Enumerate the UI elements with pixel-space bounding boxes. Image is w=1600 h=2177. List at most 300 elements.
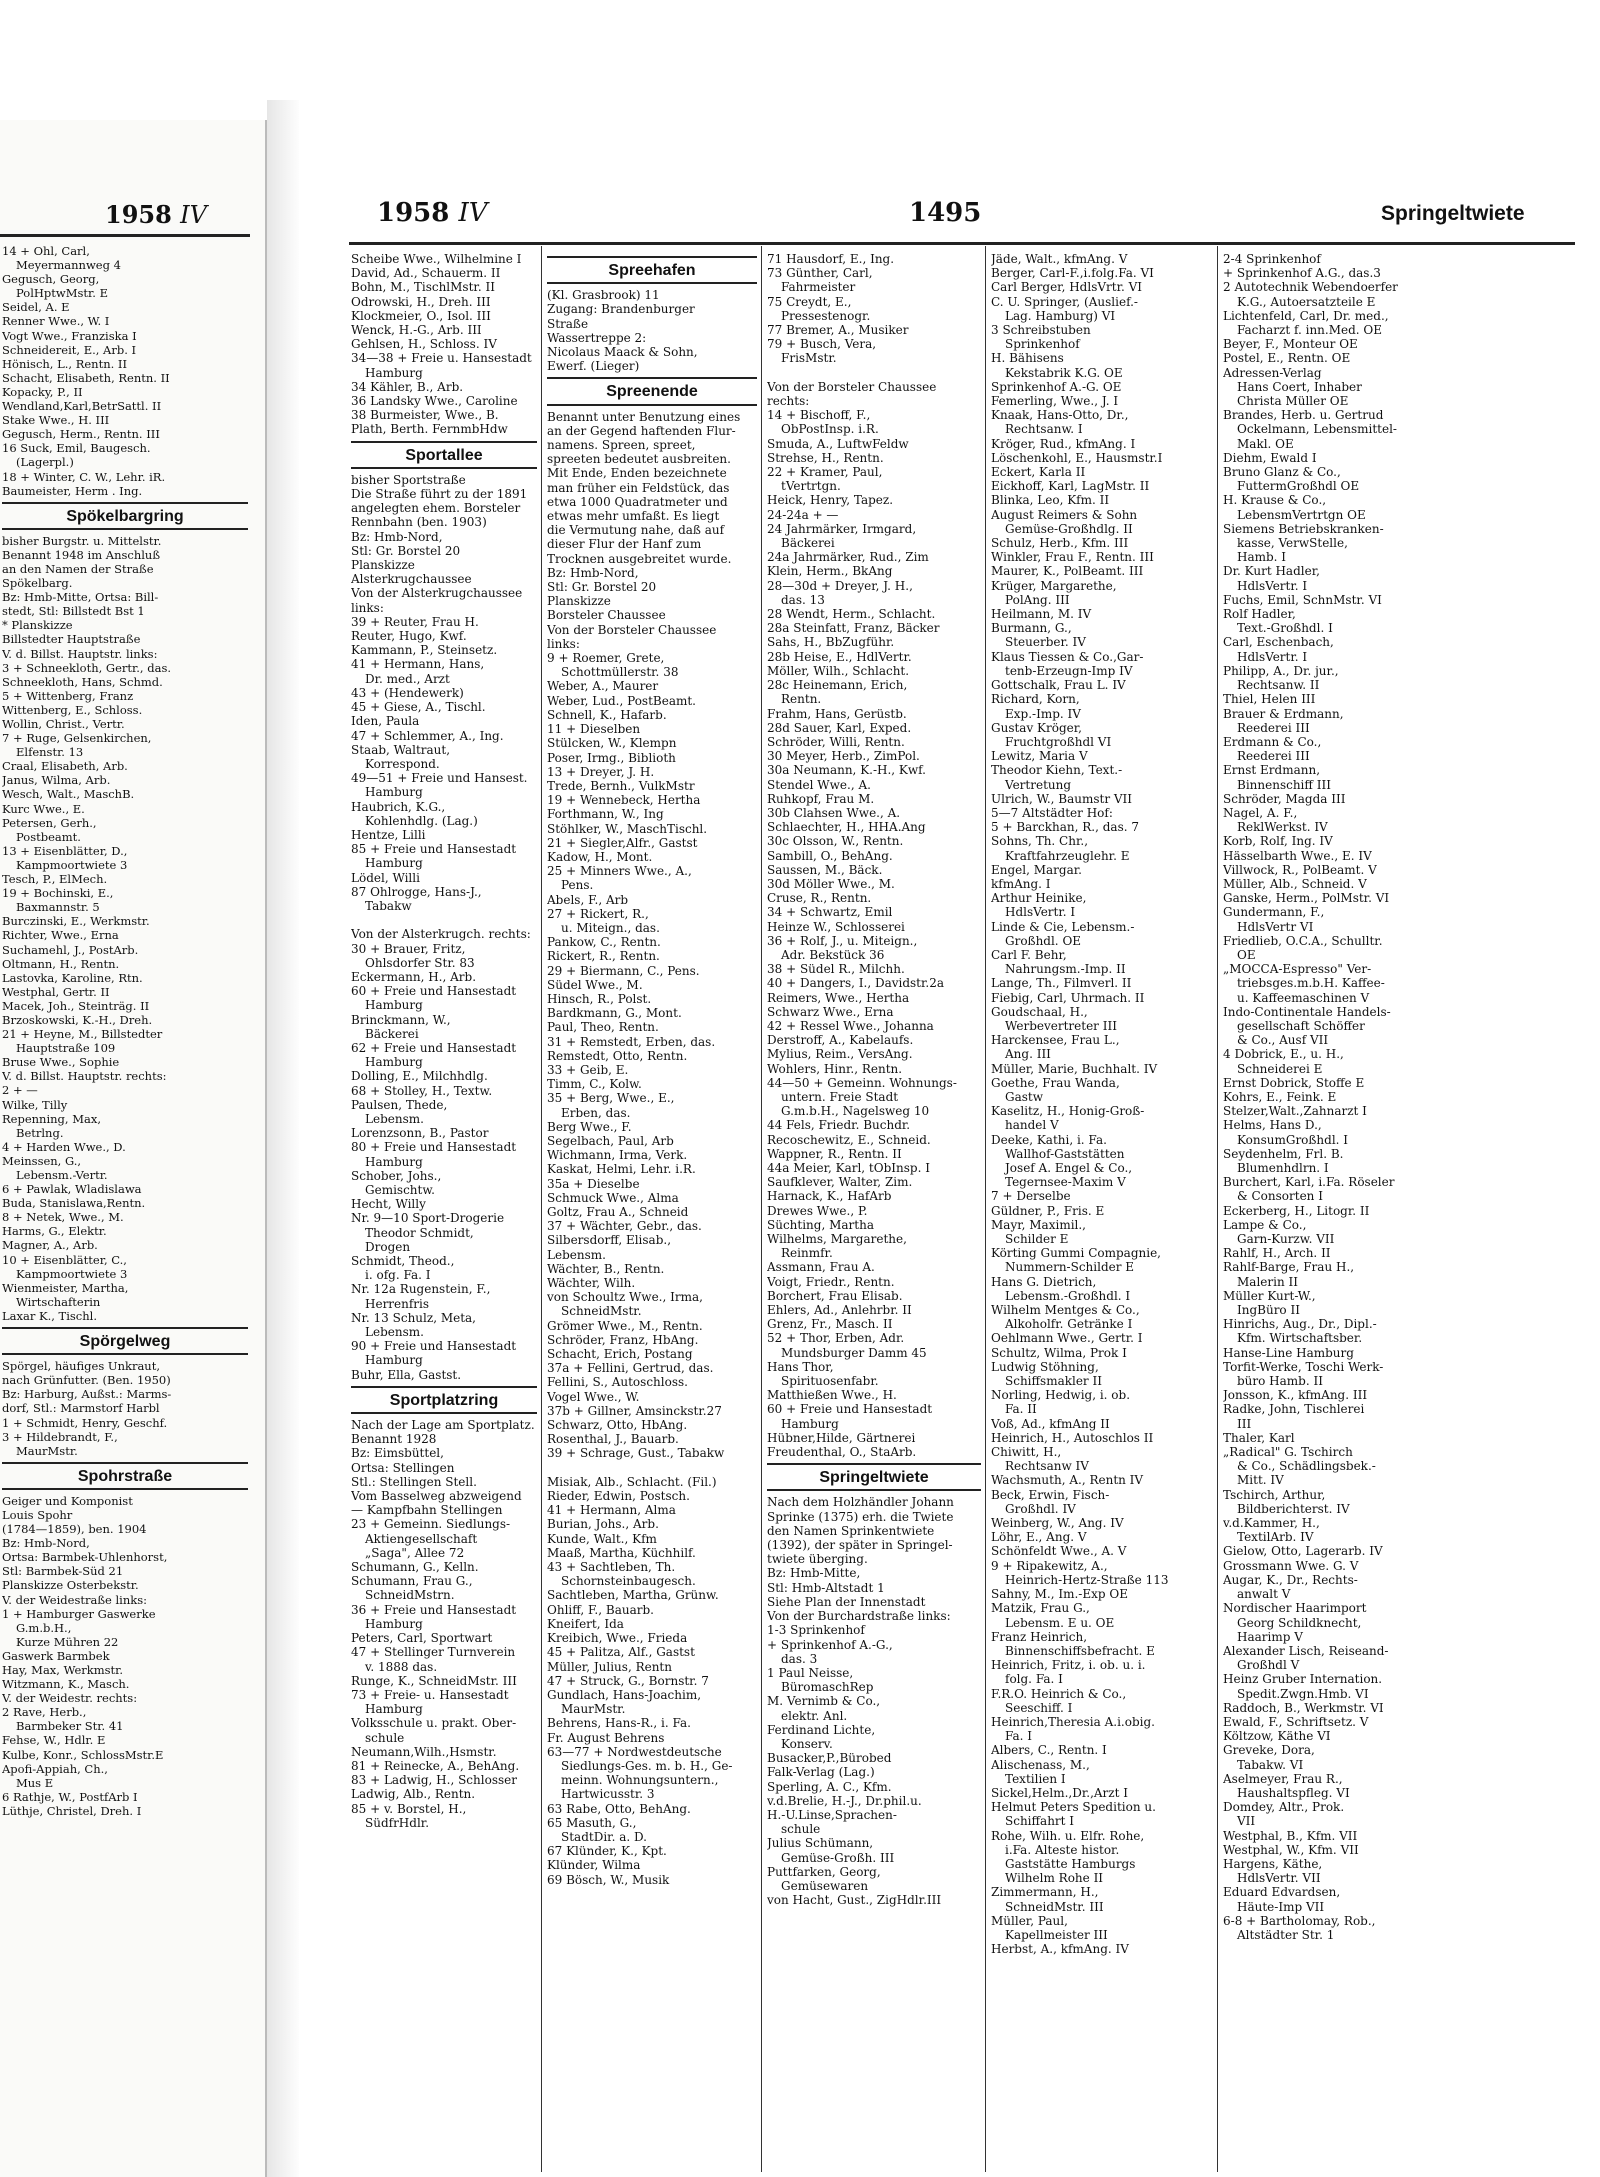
directory-entry: 19 + Wennebeck, Hertha	[547, 793, 701, 808]
directory-entry: 18 + Winter, C. W., Lehr. iR.	[2, 469, 166, 484]
street-heading: Spökelbargring	[66, 507, 184, 525]
directory-entry: Trocknen ausgebreitet wurde.	[547, 551, 732, 566]
directory-entry: Schottmüllerstr. 38	[561, 665, 679, 680]
directory-entry: Brandes, Herb. u. Gertrud	[1223, 408, 1384, 423]
directory-entry: Nicolaus Maack & Sohn,	[547, 345, 698, 360]
directory-entry: Fehse, W., Hdlr. E	[2, 1733, 106, 1748]
directory-entry: Herbst, A., kfmAng. IV	[991, 1942, 1129, 1957]
left-header-roman: IV	[180, 201, 207, 229]
directory-entry: 30c Olsson, W., Rentn.	[767, 834, 904, 849]
directory-entry: Dr. med., Arzt	[365, 671, 450, 686]
directory-entry: Thiel, Helen III	[1223, 692, 1316, 707]
directory-entry: Rechtsanw IV	[1005, 1459, 1089, 1474]
directory-entry: 6-8 + Bartholomay, Rob.,	[1223, 1913, 1376, 1928]
directory-entry: 35 + Berg, Wwe., E.,	[547, 1091, 675, 1106]
directory-entry: dieser Flur der Hanf zum	[547, 537, 702, 552]
directory-entry: Lebensm. E u. OE	[1005, 1615, 1115, 1630]
directory-entry: Craal, Elisabeth, Arb.	[2, 759, 128, 774]
directory-entry: Friedlieb, O.C.A., Schulltr.	[1223, 933, 1383, 948]
directory-entry: Grossmann Wwe. G. V	[1223, 1558, 1359, 1573]
directory-entry: Vertretung	[1005, 777, 1072, 792]
directory-entry: Schober, Johs.,	[351, 1168, 442, 1183]
directory-entry: Gustav Kröger,	[991, 720, 1082, 735]
directory-entry: Forthmann, W., Ing	[547, 807, 664, 822]
directory-entry: dorf, Stl.: Marmstorf Harbl	[2, 1401, 160, 1416]
directory-entry: 2 + —	[2, 1083, 38, 1098]
directory-entry: Burchert, Karl, i.Fa. Röseler	[1223, 1175, 1395, 1190]
directory-entry: Gaswerk Barmbek	[2, 1648, 110, 1663]
directory-entry: Kekstabrik K.G. OE	[1005, 365, 1123, 380]
directory-entry: Grömer Wwe., M., Rentn.	[547, 1318, 703, 1333]
directory-entry: HdlsVertr. I	[1005, 905, 1076, 920]
directory-entry: Planskizze	[351, 558, 415, 573]
directory-entry: FrisMstr.	[781, 351, 837, 366]
directory-entry: Klünder, Wilma	[547, 1858, 641, 1873]
directory-entry: an den Namen der Straße	[2, 561, 154, 576]
directory-entry: Albers, C., Rentn. I	[991, 1743, 1107, 1758]
street-heading: Sportplatzring	[389, 1391, 499, 1409]
directory-entry: Benannt unter Benutzung eines	[547, 409, 741, 424]
directory-entry: Hamb. I	[1237, 550, 1287, 565]
directory-entry: Tschirch, Arthur,	[1223, 1487, 1326, 1502]
directory-entry: Nr. 12a Rugenstein, F.,	[351, 1282, 491, 1297]
directory-entry: Reinmfr.	[781, 1246, 833, 1261]
directory-entry: tVertrtgn.	[781, 479, 841, 494]
directory-entry: Harms, G., Elektr.	[2, 1224, 107, 1239]
directory-entry: Kopacky, P., II	[2, 384, 83, 399]
directory-entry: Chiwitt, H.,	[991, 1445, 1062, 1460]
directory-entry: 34 Kähler, B., Arb.	[351, 379, 464, 394]
directory-entry: Bz: Hmb-Nord,	[351, 529, 443, 544]
directory-entry: 33 + Geib, E.	[547, 1062, 629, 1077]
directory-entry: Wichmann, Irma, Verk.	[547, 1148, 688, 1163]
directory-entry: Lange, Th., Filmverl. II	[991, 976, 1132, 991]
directory-entry: 69 Bösch, W., Musik	[547, 1872, 670, 1887]
directory-entry: Schneiderei E	[1237, 1061, 1323, 1076]
directory-entry: Bardkmann, G., Mont.	[547, 1006, 682, 1021]
street-heading: Spreenende	[606, 383, 698, 401]
directory-entry: Heinz Gruber Internation.	[1223, 1672, 1383, 1687]
directory-entry: Thaler, Karl	[1223, 1430, 1295, 1445]
directory-entry: Beyer, F., Monteur OE	[1223, 337, 1358, 352]
left-header-rule	[0, 234, 250, 237]
directory-entry: 38 Burmeister, Wwe., B.	[351, 408, 499, 423]
directory-entry: Kraftfahrzeuglehr. E	[1005, 848, 1130, 863]
section-rule	[2, 502, 248, 504]
directory-entry: Westphal, W., Kfm. VII	[1223, 1842, 1359, 1857]
directory-entry: von Schoultz Wwe., Irma,	[547, 1290, 703, 1305]
directory-entry: Binnenschiff III	[1237, 777, 1331, 792]
directory-entry: MaurMstr.	[16, 1443, 78, 1458]
directory-entry: Hauptstraße 109	[16, 1041, 116, 1056]
directory-entry: 90 + Freie und Hansestadt	[351, 1339, 517, 1354]
directory-entry: Wachsmuth, A., Rentn IV	[991, 1473, 1144, 1488]
directory-entry: Schnell, K., Hafarb.	[547, 707, 667, 722]
directory-entry: Wienmeister, Martha,	[2, 1280, 129, 1295]
directory-entry: F.R.O. Heinrich & Co.,	[991, 1686, 1127, 1701]
directory-entry: Buda, Stanislawa,Rentn.	[2, 1196, 146, 1211]
directory-entry: Ulrich, W., Baumstr VII	[991, 791, 1133, 806]
directory-entry: Oehlmann Wwe., Gertr. I	[991, 1331, 1143, 1346]
directory-entry: Kreibich, Wwe., Frieda	[547, 1631, 688, 1646]
directory-entry: G.m.b.H., Nagelsweg 10	[781, 1104, 930, 1119]
directory-entry: Kurc Wwe., E.	[2, 801, 85, 816]
directory-entry: SchneidMstr.	[561, 1304, 642, 1319]
directory-entry: Raddoch, B., Werkmstr. VI	[1223, 1700, 1384, 1715]
directory-entry: Zugang: Brandenburger	[547, 302, 695, 317]
directory-entry: 45 + Palitza, Alf., Gastst	[547, 1645, 695, 1660]
directory-entry: Domdey, Altr., Prok.	[1223, 1800, 1345, 1815]
directory-entry: Spirituosenfabr.	[781, 1374, 879, 1389]
directory-entry: i.Fa. Alteste histor.	[1005, 1842, 1120, 1857]
directory-entry: Ernst Dobrick, Stoffe E	[1223, 1075, 1365, 1090]
directory-entry: 40 + Dangers, I., Davidstr.2a	[767, 976, 945, 991]
directory-entry: Bz: Hmb-Nord,	[2, 1536, 90, 1551]
directory-entry: Goltz, Frau A., Schneid	[547, 1205, 689, 1219]
directory-entry: Wappner, R., Rentn. II	[767, 1146, 902, 1161]
directory-entry: nach Grünfutter. (Ben. 1950)	[2, 1373, 171, 1388]
directory-entry: anwalt V	[1237, 1587, 1291, 1602]
street-heading: Spörgelweg	[79, 1333, 171, 1351]
directory-entry: Magner, A., Arb.	[2, 1238, 98, 1253]
directory-entry: Kurze Mühren 22	[16, 1634, 119, 1649]
directory-entry: Lastovka, Karoline, Rtn.	[2, 970, 143, 985]
directory-entry: Staab, Waltraut,	[351, 742, 451, 757]
directory-entry: Mit Ende, Enden bezeichnete	[547, 466, 727, 481]
section-rule	[351, 1386, 537, 1388]
directory-entry: Bildberichterst. IV	[1237, 1501, 1350, 1516]
directory-entry: Ockelmann, Lebensmittel-	[1237, 422, 1397, 437]
directory-entry: Wassertreppe 2:	[547, 330, 647, 345]
directory-entry: Lebensm.	[365, 1325, 424, 1340]
directory-entry: Scheibe Wwe., Wilhelmine I	[351, 252, 522, 266]
directory-entry: den Namen Sprinkentwiete	[767, 1523, 935, 1538]
directory-entry: Blumenhdlrn. I	[1237, 1161, 1329, 1175]
column-divider-3	[985, 246, 986, 2172]
directory-entry: Matzik, Frau G.,	[991, 1601, 1090, 1616]
directory-entry: Hecht, Willy	[351, 1197, 426, 1212]
directory-entry: Klein, Herm., BkAng	[767, 564, 893, 579]
directory-entry: 5 + Barckhan, R., das. 7	[991, 820, 1139, 835]
directory-entry: Eickhoff, Karl, LagMstr. II	[991, 479, 1150, 494]
directory-entry: Puttfarken, Georg,	[767, 1864, 881, 1879]
directory-entry: 45 + Giese, A., Tischl.	[351, 700, 486, 715]
directory-entry: Adressen-Verlag	[1223, 365, 1322, 380]
directory-entry: etwa 1000 Quadratmeter und	[547, 494, 728, 509]
directory-entry: Voigt, Friedr., Rentn.	[767, 1274, 895, 1289]
directory-entry: „Radical" G. Tschirch	[1223, 1445, 1353, 1460]
directory-entry: gesellschaft Schöffer	[1237, 1018, 1365, 1033]
directory-entry: Sickel,Helm.,Dr.,Arzt I	[991, 1785, 1128, 1800]
directory-entry: Weinberg, W., Ang. IV	[991, 1516, 1124, 1531]
directory-entry: Költzow, Käthe VI	[1223, 1729, 1331, 1744]
directory-entry: Hönisch, L., Rentn. II	[2, 356, 127, 371]
directory-entry: Schulz, Herb., Kfm. III	[991, 536, 1129, 551]
directory-entry: 24 Jahrmärker, Irmgard,	[767, 521, 917, 536]
directory-entry: Meinssen, G.,	[2, 1153, 82, 1168]
directory-entry: Nordischer Haarimport	[1223, 1601, 1367, 1616]
directory-entry: Textilien I	[1005, 1771, 1066, 1786]
directory-entry: Sohns, Th. Chr.,	[991, 834, 1089, 849]
directory-entry: Hamburg	[365, 785, 423, 800]
directory-entry: Stl: Gr. Borstel 20	[351, 543, 461, 558]
directory-entry: Güldner, P., Fris. E	[991, 1203, 1105, 1218]
directory-entry: Harckensee, Frau L.,	[991, 1033, 1120, 1048]
directory-entry: K.G., Autoersatzteile E	[1237, 294, 1376, 309]
directory-entry: Wallhof-Gaststätten	[1005, 1146, 1125, 1161]
directory-entry: v.d.Brelie, H.-J., Dr.phil.u.	[767, 1793, 922, 1808]
directory-entry: Ohliff, F., Bauarb.	[547, 1602, 654, 1617]
directory-entry: 1-3 Sprinkenhof	[767, 1623, 865, 1638]
directory-entry: Rosenthal, J., Bauarb.	[547, 1432, 679, 1447]
directory-entry: V. der Weidestr. rechts:	[2, 1691, 138, 1706]
directory-entry: Gemischtw.	[365, 1183, 435, 1197]
directory-entry: Laxar K., Tischl.	[2, 1308, 97, 1323]
directory-entry: 3 Schreibstuben	[991, 323, 1091, 338]
directory-entry: Kohrs, E., Feink. E	[1223, 1089, 1337, 1104]
directory-entry: Hübner,Hilde, Gärtnerei	[767, 1430, 916, 1445]
directory-entry: Odrowski, H., Dreh. III	[351, 294, 491, 309]
directory-entry: Grenz, Fr., Masch. II	[767, 1317, 893, 1332]
directory-entry: 30 + Brauer, Fritz,	[351, 941, 466, 956]
directory-entry: Heinrich, H., Autoschlos II	[991, 1430, 1154, 1445]
directory-entry: 25 + Minners Wwe., A.,	[547, 864, 692, 879]
directory-entry: V. d. Billst. Hauptstr. rechts:	[2, 1069, 167, 1084]
directory-entry: Gegusch, Georg,	[2, 272, 100, 287]
directory-entry: Wohlers, Hinr., Rentn.	[767, 1061, 903, 1076]
directory-entry	[767, 366, 981, 380]
directory-entry: 28 Wendt, Herm., Schlacht.	[767, 607, 936, 622]
directory-entry: TextilArb. IV	[1237, 1530, 1314, 1545]
section-rule	[2, 1488, 248, 1490]
directory-entry: kasse, VerwStelle,	[1237, 536, 1348, 551]
directory-entry: Paul, Theo, Rentn.	[547, 1020, 659, 1035]
directory-entry: Postel, E., Rentn. OE	[1223, 351, 1351, 366]
directory-entry: Hamburg	[365, 1154, 423, 1169]
directory-entry: Stelzer,Walt.,Zahnarzt I	[1223, 1104, 1367, 1119]
directory-entry: Greveke, Dora,	[1223, 1743, 1315, 1758]
directory-entry: Lebensm.	[365, 1111, 424, 1126]
directory-entry: Von der Borsteler Chaussee	[767, 379, 937, 394]
column-3	[767, 252, 981, 2172]
directory-entry: Stülcken, W., Klempn	[547, 736, 677, 751]
directory-entry: Hamburg	[365, 365, 423, 380]
directory-entry: Sprinkenhof A.-G. OE	[991, 379, 1122, 394]
directory-entry: Neumann,Wilh.,Hsmstr.	[351, 1744, 497, 1759]
directory-entry: bisher Burgstr. u. Mittelstr.	[2, 533, 162, 548]
directory-entry: + Sprinkenhof A.G., das.3	[1223, 266, 1381, 281]
directory-entry: die Vermutung nahe, daß auf	[547, 523, 725, 538]
directory-entry: III	[1237, 1416, 1252, 1431]
column-5	[1223, 252, 1519, 2172]
directory-entry: Bruno Glanz & Co.,	[1223, 465, 1341, 480]
directory-entry: Jäde, Walt., kfmAng. V	[991, 252, 1128, 266]
directory-entry: Exp.-Imp. IV	[1005, 706, 1081, 721]
directory-entry: Sachtleben, Martha, Grünw.	[547, 1588, 719, 1603]
directory-entry: 83 + Ladwig, H., Schlosser	[351, 1773, 517, 1788]
directory-entry: 30b Clahsen Wwe., A.	[767, 805, 901, 820]
directory-entry: 21 + Heyne, M., Billstedter	[2, 1027, 163, 1042]
directory-entry: 29 + Biermann, C., Pens.	[547, 963, 700, 978]
directory-entry: Stl.: Stellingen Stell.	[351, 1474, 477, 1489]
directory-entry: (Lagerpl.)	[16, 455, 74, 470]
directory-entry: August Reimers & Sohn	[991, 507, 1138, 522]
directory-entry: 36 + Rolf, J., u. Miteign.,	[767, 933, 918, 948]
directory-entry: Ferdinand Lichte,	[767, 1722, 876, 1737]
directory-entry: Kröger, Rud., kfmAng. I	[991, 436, 1136, 451]
directory-entry: HdlsVertr VI	[1237, 919, 1314, 934]
directory-entry: Müller, Marie, Buchhalt. IV	[991, 1061, 1158, 1076]
directory-entry: Heinrich-Hertz-Straße 113	[1005, 1572, 1169, 1587]
directory-entry: Nr. 9—10 Sport-Drogerie	[351, 1211, 505, 1226]
directory-entry: Lüthje, Christel, Dreh. I	[2, 1803, 142, 1818]
directory-entry: Sahs, H., BbZugführ.	[767, 635, 895, 650]
directory-entry: Makl. OE	[1237, 436, 1294, 451]
directory-entry: Frahm, Hans, Gerüstb.	[767, 706, 907, 721]
directory-entry: Fruchtgroßhdl VI	[1005, 734, 1112, 749]
directory-entry: Heinze W., Schlosserei	[767, 919, 905, 934]
directory-entry: Bäckerei	[781, 536, 835, 551]
directory-entry: 24a Jahrmärker, Rud., Zim	[767, 550, 929, 565]
directory-entry: Stöhlker, W., MaschTischl.	[547, 821, 708, 836]
directory-entry: HdlsVertr. I	[1237, 578, 1308, 593]
directory-entry: Mayr, Maximil.,	[991, 1217, 1086, 1232]
directory-entry: Burczinski, E., Werkmstr.	[2, 914, 150, 929]
directory-entry: Stl: Gr. Borstel 20	[547, 580, 657, 595]
directory-entry: Helmut Peters Spedition u.	[991, 1800, 1156, 1815]
directory-entry: Linde & Cie, Lebensm.-	[991, 919, 1135, 934]
directory-entry: Tegernsee-Maxim V	[1005, 1175, 1126, 1190]
directory-entry: 10 + Eisenblätter, C.,	[2, 1252, 127, 1267]
section-rule	[547, 256, 757, 258]
directory-entry: Barmbeker Str. 41	[16, 1719, 124, 1734]
directory-entry: Theodor Schmidt,	[365, 1225, 474, 1240]
directory-entry: (1784—1859), ben. 1904	[2, 1522, 147, 1537]
directory-entry: tenb-Erzeugn-Imp IV	[1005, 663, 1133, 678]
directory-entry: Haushaltspfleg. VI	[1237, 1785, 1350, 1800]
directory-entry: Drewes Wwe., P.	[767, 1203, 868, 1218]
directory-entry: Billstedter Hauptstraße	[2, 632, 141, 647]
directory-entry: Recoschewitz, E., Schneid.	[767, 1132, 931, 1147]
directory-entry: Müller, Paul,	[991, 1913, 1068, 1928]
directory-entry: Altstädter Str. 1	[1237, 1927, 1335, 1942]
directory-entry: Harnack, K., HafArb	[767, 1189, 892, 1204]
directory-entry: 28—30d + Dreyer, J. H.,	[767, 578, 913, 593]
directory-entry: 2-4 Sprinkenhof	[1223, 252, 1321, 266]
directory-entry: Rechtsanw. II	[1237, 678, 1320, 693]
directory-entry: Borchert, Frau Elisab.	[767, 1288, 903, 1303]
directory-entry: Siemens Betriebskranken-	[1223, 521, 1384, 536]
directory-entry: Eduard Edvardsen,	[1223, 1885, 1341, 1900]
directory-entry: Gegusch, Herm., Rentn. III	[2, 427, 160, 442]
directory-entry: Gundlach, Hans-Joachim,	[547, 1687, 702, 1702]
directory-entry: Hamburg	[365, 1055, 423, 1070]
directory-entry: Wilke, Tilly	[2, 1097, 68, 1112]
directory-entry: Engel, Margar.	[991, 862, 1082, 877]
directory-entry	[351, 913, 537, 927]
directory-entry: Schumann, Frau G.,	[351, 1574, 473, 1589]
directory-entry: 16 Suck, Emil, Baugesch.	[2, 441, 151, 456]
section-rule	[767, 1463, 981, 1465]
directory-entry: LebensmVertrtgn OE	[1237, 507, 1366, 522]
directory-entry: Hässelbarth Wwe., E. IV	[1223, 848, 1372, 863]
directory-entry: Mylius, Reim., VersAng.	[767, 1047, 913, 1062]
directory-entry: Misiak, Alb., Schlacht. (Fil.)	[547, 1474, 717, 1489]
directory-entry: Hay, Max, Werkmstr.	[2, 1663, 124, 1677]
directory-entry: 71 Hausdorf, E., Ing.	[767, 252, 895, 266]
directory-entry: Knaak, Hans-Otto, Dr.,	[991, 408, 1129, 423]
directory-entry: Paulsen, Thede,	[351, 1097, 448, 1112]
directory-entry: Richard, Korn,	[991, 692, 1080, 707]
directory-entry: Josef A. Engel & Co.,	[1005, 1161, 1133, 1175]
directory-entry: H.-U.Linse,Sprachen-	[767, 1807, 897, 1822]
directory-entry: Peters, Carl, Sportwart	[351, 1631, 493, 1646]
directory-entry: 42 + Ressel Wwe., Johanna	[767, 1018, 934, 1033]
directory-entry: 38 + Südel R., Milchh.	[767, 962, 905, 977]
directory-entry: 77 Bremer, A., Musiker	[767, 323, 909, 338]
directory-entry: Klaus Tiessen & Co.,Gar-	[991, 649, 1144, 664]
directory-entry: Winkler, Frau F., Rentn. III	[991, 550, 1154, 565]
directory-entry: 36 + Freie und Hansestadt	[351, 1602, 517, 1617]
directory-entry: Heilmann, M. IV	[991, 607, 1092, 622]
right-header-left	[377, 198, 487, 228]
directory-entry: Ehlers, Ad., Anlehrbr. II	[767, 1303, 912, 1318]
directory-entry: Siehe Plan der Innenstadt	[767, 1594, 926, 1609]
directory-entry: Hanse-Line Hamburg	[1223, 1345, 1354, 1360]
directory-entry: Postbeamt.	[16, 829, 81, 844]
directory-entry: Nach der Lage am Sportplatz.	[351, 1418, 535, 1433]
directory-entry: 41 + Hermann, Hans,	[351, 657, 485, 672]
directory-entry: Wenck, H.-G., Arb. III	[351, 323, 482, 338]
directory-entry: Löhr, E., Ang. V	[991, 1530, 1087, 1545]
column-1	[351, 252, 537, 2172]
directory-entry: Falk-Verlag (Lag.)	[767, 1765, 875, 1780]
directory-entry: Kulbe, Konr., SchlossMstr.E	[2, 1747, 164, 1762]
directory-entry: Korrespond.	[365, 756, 440, 771]
directory-entry: SchneidMstrn.	[365, 1588, 455, 1603]
directory-entry: 13 + Dreyer, J. H.	[547, 764, 655, 779]
directory-entry: Ludwig Stöhning,	[991, 1359, 1099, 1374]
directory-entry: 4 + Harden Wwe., D.	[2, 1139, 126, 1154]
directory-entry: angelegten ehem. Borsteler	[351, 501, 521, 516]
directory-entry: Kampmoortwiete 3	[16, 857, 128, 872]
directory-entry: Hartwicusstr. 3	[561, 1787, 655, 1802]
directory-entry: Lebensm.	[547, 1247, 606, 1262]
directory-entry: 30 Meyer, Herb., ZimPol.	[767, 749, 920, 764]
directory-entry: Goudschaal, H.,	[991, 1004, 1088, 1019]
directory-entry: Matthießen Wwe., H.	[767, 1388, 897, 1403]
directory-entry: Sambill, O., BehAng.	[767, 848, 893, 863]
directory-entry: Haarimp V	[1237, 1629, 1303, 1644]
directory-entry: 80 + Freie und Hansestadt	[351, 1140, 517, 1155]
directory-entry: etwas mehr umfaßt. Es liegt	[547, 509, 720, 524]
directory-entry: Witzmann, K., Masch.	[2, 1677, 130, 1692]
directory-entry: Voß, Ad., kfmAng II	[991, 1416, 1110, 1431]
directory-entry: 9 + Ripakewitz, A.,	[991, 1558, 1108, 1573]
directory-entry: namens. Spreen, spreet,	[547, 438, 696, 453]
directory-entry: v.d.Kammer, H.,	[1223, 1516, 1320, 1531]
directory-entry: Hamburg	[365, 1353, 423, 1368]
directory-entry: Villwock, R., PolBeamt. V	[1223, 862, 1377, 877]
directory-entry: Wirtschafterin	[16, 1294, 101, 1309]
directory-entry: 3 + Schneekloth, Gertr., das.	[2, 660, 172, 675]
directory-entry: Pens.	[561, 878, 594, 893]
section-rule	[2, 528, 248, 530]
directory-entry: Rechtsanw. I	[1005, 422, 1083, 437]
directory-entry: Theodor Kiehn, Text.-	[991, 763, 1123, 778]
directory-entry: Text.-Großhdl. I	[1237, 621, 1333, 636]
directory-entry: Hans Coert, Inhaber	[1237, 379, 1362, 394]
